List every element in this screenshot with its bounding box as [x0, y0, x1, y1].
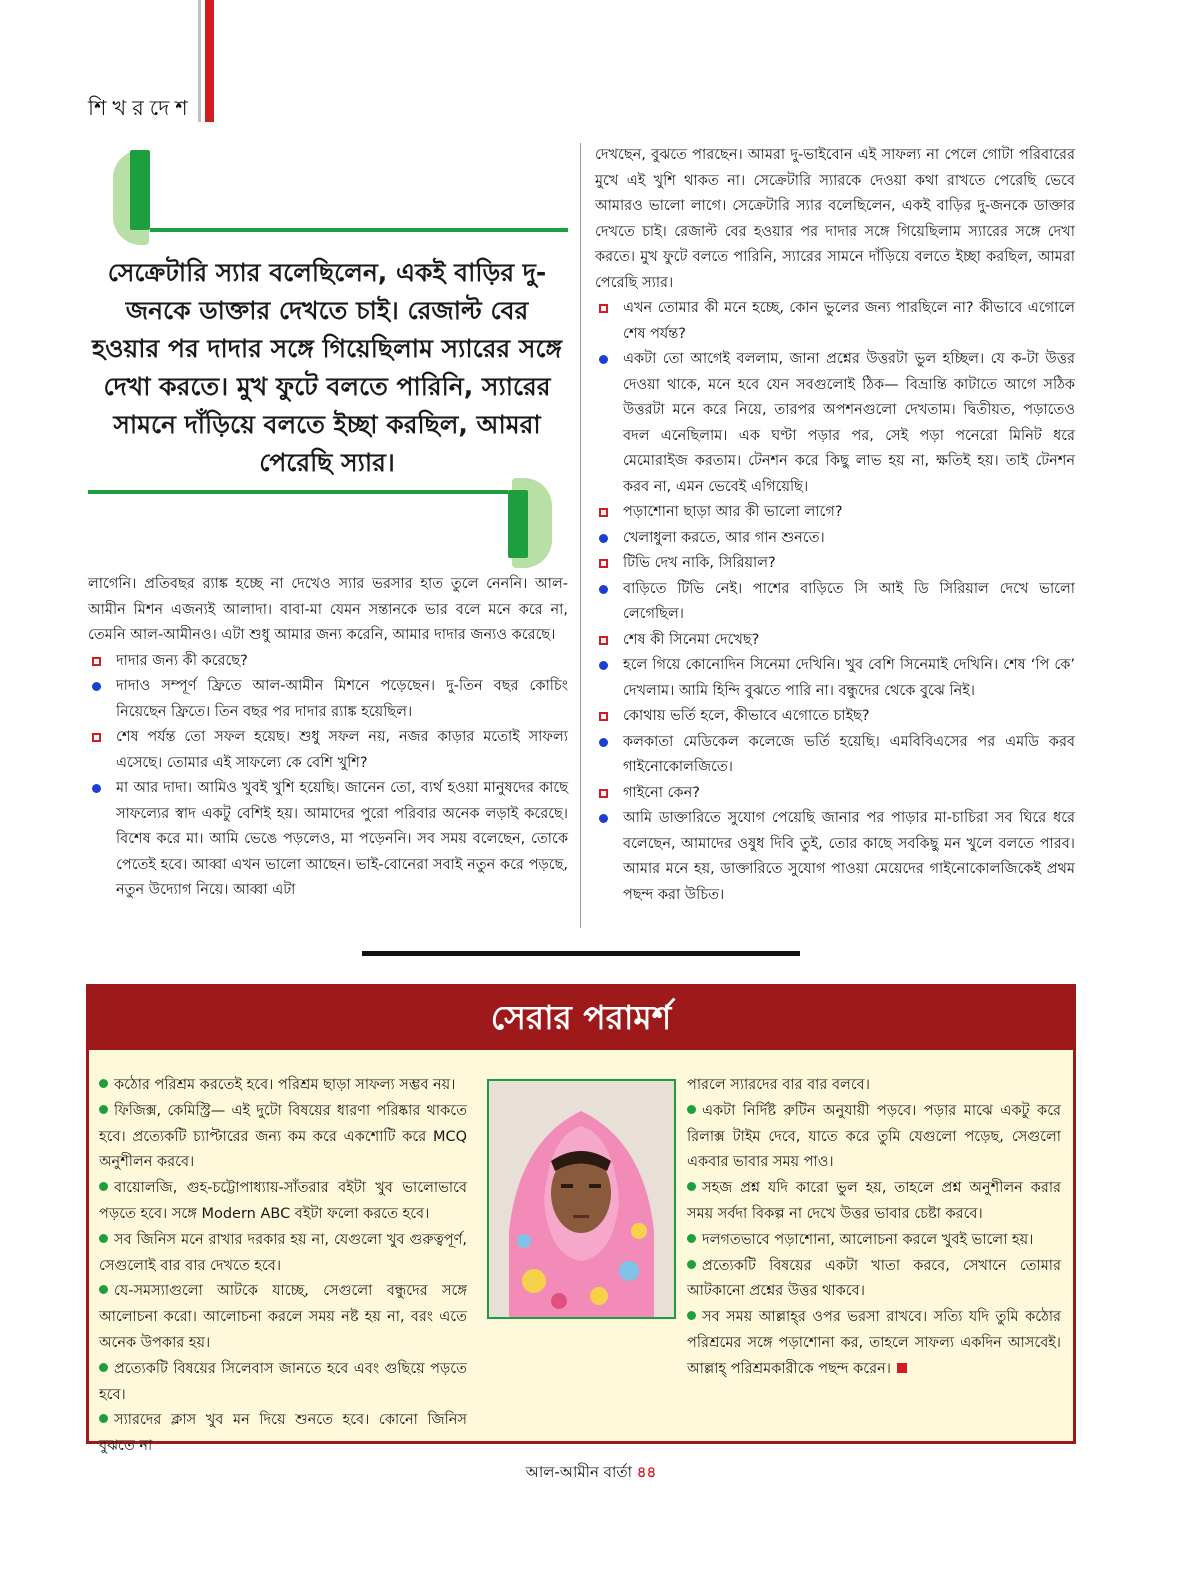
- advice-title: সেরার পরামর্শ: [490, 998, 672, 1037]
- left-column: [88, 572, 568, 904]
- bullet-icon: [687, 1260, 696, 1269]
- opening-quote-mark-accent: [130, 150, 150, 230]
- bullet-icon: [99, 1182, 108, 1191]
- advice-item: [687, 1305, 1061, 1382]
- answer-marker-icon: [92, 682, 101, 691]
- question-item: [595, 296, 1075, 347]
- advice-text: একটা নির্দিষ্ট রুটিন অনুযায়ী পড়বে। পড়ার মাঝে একটু করে রিলাক্স টাইম দেবে, যাতে করে তুমি যেগুলো পড়েছ, সেগুলো একবার ভাবার সময় পাও।: [687, 1102, 1061, 1171]
- question-item: [595, 704, 1075, 730]
- qa-text: শেষ কী সিনেমা দেখেছ?: [623, 631, 760, 648]
- qa-text: দাদার জন্য কী করেছে?: [116, 652, 248, 669]
- qa-text: টিভি দেখ নাকি, সিরিয়াল?: [623, 555, 776, 571]
- advice-item: [99, 1176, 467, 1228]
- question-marker-icon: [599, 712, 608, 721]
- bullet-icon: [99, 1414, 108, 1423]
- advice-continuation: পারলে স্যারদের বার বার বলবে।: [687, 1077, 870, 1093]
- question-marker-icon: [599, 559, 608, 568]
- advice-item: [99, 1099, 467, 1176]
- answer-item: [595, 653, 1075, 704]
- pull-quote: সেক্রেটারি স্যার বলেছিলেন, একই বাড়ির দু-জনকে ডাক্তার দেখতে চাই। রেজাল্ট বের হওয়ার পর দাদার সঙ্গে গিয়েছিলাম স্যারের সঙ্গে দেখা করতে। মুখ ফুটে বলতে পারিনি, স্যারের সামনে দাঁড়িয়ে বলতে ইচ্ছা করছিল, আমরা পেরেছি স্যার।: [92, 258, 562, 477]
- question-marker-icon: [599, 636, 608, 645]
- question-marker-icon: [92, 733, 101, 742]
- advice-text: স্যারদের ক্লাস খুব মন দিয়ে শুনতে হবে। কোনো জিনিস বুঝতে না: [99, 1412, 467, 1455]
- advice-text: সহজ প্রশ্ন যদি কারো ভুল হয়, তাহলে প্রশ্ন অনুশীলন করার সময় সর্বদা বিকল্প না দেখে উত্তর ভাবার চেষ্টা করবে।: [687, 1180, 1061, 1222]
- question-marker-icon: [599, 304, 608, 313]
- student-photo: [487, 1079, 676, 1319]
- question-marker-icon: [92, 657, 101, 666]
- question-marker-icon: [599, 789, 608, 798]
- answer-item: [88, 674, 568, 725]
- question-item: [595, 781, 1075, 807]
- advice-item: [687, 1176, 1061, 1228]
- advice-item: [99, 1279, 467, 1356]
- answer-marker-icon: [599, 814, 608, 823]
- advice-text: প্রত্যেকটি বিষয়ের একটা খাতা করবে, সেখানে তোমার আটকানো প্রশ্নের উত্তর থাকবে।: [687, 1257, 1061, 1300]
- answer-item: [595, 577, 1075, 628]
- closing-quote-mark-accent: [508, 490, 528, 558]
- advice-text: যে-সমস্যাগুলো আটকে যাচ্ছে, সেগুলো বন্ধুদের সঙ্গে আলোচনা করো। আলোচনা করলে সময় নষ্ট হয় না, বরং এতে অনেক উপকার হয়।: [99, 1283, 467, 1351]
- answer-marker-icon: [599, 738, 608, 747]
- end-mark-icon: [897, 1363, 907, 1373]
- bullet-icon: [687, 1311, 696, 1320]
- advice-item: [99, 1357, 467, 1409]
- section-title: শিখরদেশ: [88, 96, 194, 120]
- advice-text: দলগতভাবে পড়াশোনা, আলোচনা করলে খুবই ভালো হয়।: [702, 1231, 1034, 1248]
- answer-marker-icon: [599, 355, 608, 364]
- qa-text: দাদাও সম্পূর্ণ ফ্রিতে আল-আমীন মিশনে পড়েছেন। দু-তিন বছর কোচিং নিয়েছেন ফ্রিতে। তিন বছর পর দাদার র‍্যাঙ্ক হয়েছিল।: [116, 678, 568, 720]
- qa-text: এখন তোমার কী মনে হচ্ছে, কোন ভুলের জন্য পারছিলে না? কীভাবে এগোলে শেষ পর্যন্ত?: [623, 300, 1075, 342]
- answer-item: [595, 730, 1075, 781]
- advice-text: কঠোর পরিশ্রম করতেই হবে। পরিশ্রম ছাড়া সাফল্য সম্ভব নয়।: [114, 1077, 456, 1093]
- bullet-icon: [99, 1105, 108, 1114]
- publication-name: আল-আমীন বার্তা: [525, 1463, 632, 1481]
- bullet-icon: [99, 1079, 108, 1088]
- question-item: [595, 500, 1075, 526]
- advice-item: [687, 1228, 1061, 1254]
- portrait-illustration: [489, 1081, 674, 1317]
- section-divider: [362, 951, 800, 956]
- advice-item: [687, 1099, 1061, 1176]
- question-item: [595, 551, 1075, 577]
- advice-right-list: [687, 1073, 1061, 1383]
- qa-text: কোথায় ভর্তি হলে, কীভাবে এগোতে চাইছ?: [623, 708, 870, 724]
- right-intro: দেখছেন, বুঝতে পারছেন। আমরা দু-ভাইবোন এই সাফল্য না পেলে গোটা পরিবারের মুখে এই খুশি থাকত না। সেক্রেটারি স্যারকে দেওয়া কথা রাখতে পেরেছি ভেবে আমারও ভালো লাগে। সেক্রেটারি স্যার বলেছিলেন, একই বাড়ির দু-জনকে ডাক্তার দেখতে চাই। রেজাল্ট বের হওয়ার পর দাদার সঙ্গে গিয়েছিলাম স্যারের সঙ্গে দেখা করতে। মুখ ফুটে বলতে পারিনি, স্যারের সামনে দাঁড়িয়ে বলতে ইচ্ছা করছিল, আমরা পেরেছি স্যার।: [595, 147, 1075, 291]
- answer-marker-icon: [599, 661, 608, 670]
- answer-marker-icon: [92, 784, 101, 793]
- advice-item: [99, 1228, 467, 1280]
- qa-text: মা আর দাদা। আমিও খুবই খুশি হয়েছি। জানেন তো, ব্যর্থ হওয়া মানুষদের কাছে সাফল্যের স্বাদ একটু বেশিই হয়। আমাদের পুরো পরিবার অনেক লড়াই করেছে। বিশেষ করে মা। আমি ভেঙে পড়লেও, মা পড়েননি। সব সময় বলেছেন, তোকে পেতেই হবে। আব্বা এখন ভালো আছেন। ভাই-বোনেরা সবাই নতুন করে পড়ছে, নতুন উদ্যোগ নিয়ে। আব্বা এটা: [116, 780, 568, 898]
- bullet-icon: [687, 1182, 696, 1191]
- header-red-bar: [205, 0, 214, 122]
- page-number: ৪৪: [636, 1463, 657, 1481]
- advice-text: প্রত্যেকটি বিষয়ের সিলেবাস জানতে হবে এবং গুছিয়ে পড়তে হবে।: [99, 1360, 467, 1403]
- advice-text: বায়োলজি, গুহ-চট্টোপাধ্যায়-সাঁতরার বইটা খুব ভালোভাবে পড়তে হবে। সঙ্গে Modern ABC বইটা ফলো করতে হবে।: [99, 1180, 467, 1222]
- advice-text: সব সময় আল্লাহ্‌র ওপর ভরসা রাখবে। সত্যি যদি তুমি কঠোর পরিশ্রমের সঙ্গে পড়াশোনা কর, তাহলে সাফল্য একদিন আসবেই। আল্লাহ্‌ পরিশ্রমকারীকে পছন্দ করেন।: [687, 1309, 1061, 1377]
- qa-text: বাড়িতে টিভি নেই। পাশের বাড়িতে সি আই ডি সিরিয়াল দেখে ভালো লেগেছিল।: [623, 580, 1075, 622]
- quote-bottom-rule: [88, 490, 508, 494]
- qa-text: হলে গিয়ে কোনোদিন সিনেমা দেখিনি। খুব বেশি সিনেমাই দেখিনি। শেষ ‘পি কে’ দেখলাম। আমি হিন্দি বুঝতে পারি না। বন্ধুদের থেকে বুঝে নিই।: [623, 657, 1075, 699]
- qa-text: গাইনো কেন?: [623, 784, 700, 801]
- advice-item: [99, 1408, 467, 1460]
- advice-item: [687, 1254, 1061, 1306]
- bullet-icon: [99, 1234, 108, 1243]
- answer-marker-icon: [599, 534, 608, 543]
- question-item: [595, 628, 1075, 654]
- qa-text: শেষ পর্যন্ত তো সফল হয়েছ। শুধু সফল নয়, নজর কাড়ার মতোই সাফল্য এসেছে। তোমার এই সাফল্যে কে বেশি খুশি?: [116, 729, 568, 771]
- qa-text: পড়াশোনা ছাড়া আর কী ভালো লাগে?: [623, 504, 843, 520]
- page-footer: [0, 1461, 1182, 1486]
- advice-text: সব জিনিস মনে রাখার দরকার হয় না, যেগুলো খুব গুরুত্বপূর্ণ, সেগুলোই বার বার দেখতে হবে।: [99, 1231, 467, 1274]
- bullet-icon: [687, 1105, 696, 1114]
- answer-item: [595, 347, 1075, 500]
- header-gray-bar: [198, 0, 201, 122]
- question-marker-icon: [599, 508, 608, 517]
- advice-item: [99, 1073, 467, 1099]
- right-column: [595, 143, 1075, 908]
- answer-item: [595, 806, 1075, 908]
- left-intro: লাগেনি। প্রতিবছর র‍্যাঙ্ক হচ্ছে না দেখেও স্যার ভরসার হাত তুলে নেননি। আল-আমীন মিশন এজন্যই আলাদা। বাবা-মা যেমন সন্তানকে ভার বলে মনে করে না, তেমনি আল-আমীনও। এটা শুধু আমার জন্য করেনি, আমার দাদার জন্যও করেছে।: [88, 576, 568, 643]
- advice-text: ফিজিক্স, কেমিস্ট্রি— এই দুটো বিষয়ের ধারণা পরিষ্কার থাকতে হবে। প্রত্যেকটি চ্যাপ্টারের জন্য কম করে একশোটি করে MCQ অনুশীলন করবে।: [99, 1102, 467, 1171]
- qa-text: খেলাধুলা করতে, আর গান শুনতে।: [623, 529, 825, 546]
- question-item: [88, 649, 568, 675]
- qa-text: আমি ডাক্তারিতে সুযোগ পেয়েছি জানার পর পাড়ার মা-চাচিরা সব ঘিরে ধরে বলেছেন, আমাদের ওষুধ দিবি তুই, তোর কাছে সবকিছু মন খুলে বলতে পারব। আমার মনে হয়, ডাক্তারিতে সুযোগ পাওয়া মেয়েদের গাইনোকোলজিকেই প্রথম পছন্দ করা উচিত।: [623, 810, 1075, 903]
- advice-left-list: [99, 1073, 467, 1460]
- question-item: [88, 725, 568, 776]
- advice-right-items: [687, 1099, 1061, 1383]
- answer-item: [595, 526, 1075, 552]
- left-qa-list: [88, 649, 568, 904]
- column-divider: [580, 143, 581, 928]
- qa-text: একটা তো আগেই বললাম, জানা প্রশ্নের উত্তরটা ভুল হচ্ছিল। যে ক-টা উত্তর দেওয়া থাকে, মনে হবে যেন সবগুলোই ঠিক— বিভ্রান্তি কাটাতে আগে সঠিক উত্তরটা মনে করে নিয়ে, তারপর অপশনগুলো দেখতাম। দ্বিতীয়ত, পড়াতেও বদল এনেছিলাম। এক ঘণ্টা পড়ার পর, সেই পড়া পনেরো মিনিট ধরে মেমোরাইজ করতাম। টেনশন করে কিছু লাভ হয় না, ক্ষতিই হয়। তাই টেনশন করব না, এমন ভেবেই এগিয়েছি।: [623, 351, 1075, 495]
- answer-marker-icon: [599, 585, 608, 594]
- qa-text: কলকাতা মেডিকেল কলেজে ভর্তি হয়েছি। এমবিবিএসের পর এমডি করব গাইনোকোলজিতে।: [623, 733, 1075, 775]
- answer-item: [88, 776, 568, 904]
- bullet-icon: [687, 1234, 696, 1243]
- bullet-icon: [99, 1285, 108, 1294]
- quote-top-rule: [150, 228, 568, 232]
- right-qa-list: [595, 296, 1075, 908]
- bullet-icon: [99, 1363, 108, 1372]
